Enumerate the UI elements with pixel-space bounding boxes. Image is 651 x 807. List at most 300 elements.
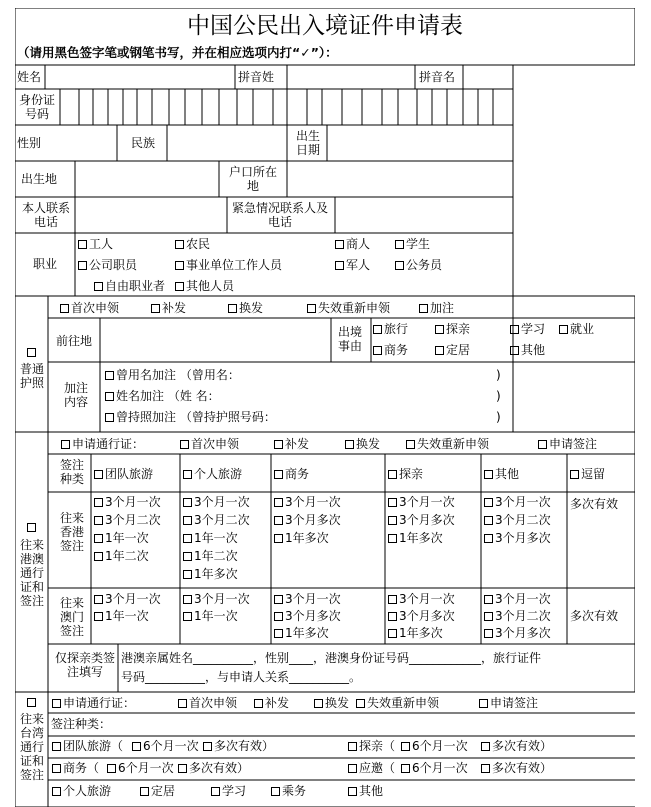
mo-family-option[interactable] — [388, 592, 455, 606]
hkmo-label-text: 往来港澳通行证和签注 — [19, 538, 44, 608]
taiwan-apply-option[interactable] — [314, 696, 349, 710]
hkmo-checkbox[interactable] — [27, 523, 36, 532]
passport-apply-option[interactable] — [60, 301, 119, 315]
six-month-option-text: 6个月一次 — [143, 739, 199, 753]
checkbox-icon[interactable] — [559, 325, 568, 334]
six-month-option[interactable] — [401, 739, 468, 753]
multi-valid-label — [570, 497, 618, 511]
mo-family-option-text: 3个月一次 — [399, 592, 455, 606]
six-month-option[interactable] — [107, 761, 174, 775]
multi-valid-option[interactable] — [178, 761, 249, 775]
multi-valid-option[interactable] — [481, 761, 552, 775]
checkbox-icon[interactable] — [183, 612, 192, 621]
checkbox-icon[interactable] — [348, 787, 357, 796]
hk-family-option-text: 1年多次 — [399, 531, 443, 545]
checkbox-icon[interactable] — [510, 346, 519, 355]
checkbox-icon[interactable] — [484, 498, 493, 507]
purpose-option-text: 学习 — [521, 322, 546, 336]
hkmo-apply-option[interactable] — [274, 437, 309, 451]
checkbox-icon[interactable] — [274, 516, 283, 525]
hk-endorse-label-text: 往来香港签注 — [59, 511, 84, 553]
hkmo-apply-option[interactable] — [345, 437, 380, 451]
checkbox-icon[interactable] — [78, 261, 87, 270]
occupation-label — [33, 257, 57, 271]
checkbox-icon[interactable] — [105, 392, 114, 401]
destination-label-text: 前往地 — [56, 334, 93, 348]
gender-label-text: 性别 — [17, 136, 42, 150]
endorse-kind-option[interactable] — [94, 467, 153, 481]
mo-business-option[interactable] — [274, 592, 341, 606]
taiwan-business-option[interactable] — [52, 761, 99, 775]
checkbox-icon[interactable] — [479, 699, 488, 708]
checkbox-icon[interactable] — [395, 240, 404, 249]
emergency-contact-label — [229, 201, 331, 229]
mo-group-option-text: 1年一次 — [105, 609, 149, 623]
checkbox-icon[interactable] — [175, 261, 184, 270]
mo-other-option-text: 3个月一次 — [495, 592, 551, 606]
purpose-label — [333, 325, 367, 353]
checkbox-icon[interactable] — [335, 261, 344, 270]
checkbox-icon[interactable] — [151, 304, 160, 313]
checkbox-icon[interactable] — [78, 240, 87, 249]
passport-checkbox[interactable] — [27, 348, 36, 357]
endorse-kind-option[interactable] — [183, 467, 242, 481]
taiwan-row3-option-text: 学习 — [222, 784, 247, 798]
purpose-label-text: 出境事由 — [337, 325, 362, 353]
hkmo-apply-option-text: 首次申领 — [191, 437, 240, 451]
endorse-kind-option-text: 逗留 — [581, 467, 606, 481]
occupation-option[interactable] — [94, 279, 165, 293]
checkbox-icon[interactable] — [94, 534, 103, 543]
checkbox-icon[interactable] — [373, 325, 382, 334]
purpose-option[interactable] — [510, 322, 545, 336]
purpose-option[interactable] — [373, 343, 408, 357]
taiwan-checkbox[interactable] — [27, 698, 36, 707]
birthplace-label — [21, 172, 57, 186]
endorse-kind-option[interactable] — [388, 467, 423, 481]
checkbox-icon[interactable] — [538, 440, 547, 449]
taiwan-group-option[interactable] — [52, 739, 123, 753]
checkbox-icon[interactable] — [388, 612, 397, 621]
checkbox-icon[interactable] — [484, 612, 493, 621]
passport-apply-option[interactable] — [151, 301, 186, 315]
household-reg-label-text: 户口所在地 — [228, 165, 277, 193]
checkbox-icon[interactable] — [388, 534, 397, 543]
endorse-content-label — [59, 381, 93, 409]
passport-label-text: 普通护照 — [19, 362, 44, 390]
checkbox-icon[interactable] — [228, 304, 237, 313]
close-paren — [496, 389, 501, 403]
checkbox-icon[interactable] — [335, 240, 344, 249]
hk-personal-option-text: 1年多次 — [194, 567, 238, 581]
hk-other-option-text: 3个月二次 — [495, 513, 551, 527]
taiwan-group-option-text: 团队旅游（ — [63, 739, 124, 753]
taiwan-row3-option[interactable] — [348, 784, 383, 798]
checkbox-icon[interactable] — [373, 346, 382, 355]
checkbox-icon[interactable] — [388, 629, 397, 638]
checkbox-icon[interactable] — [406, 440, 415, 449]
taiwan-row3-option[interactable] — [52, 784, 111, 798]
checkbox-icon[interactable] — [510, 325, 519, 334]
checkbox-icon[interactable] — [395, 261, 404, 270]
taiwan-family-option[interactable] — [348, 739, 395, 753]
gender-label — [17, 136, 41, 150]
checkbox-icon[interactable] — [203, 742, 212, 751]
checkbox-icon[interactable] — [52, 699, 61, 708]
mo-endorse-label — [55, 596, 89, 638]
passport-apply-option-text: 换发 — [239, 301, 264, 315]
checkbox-icon[interactable] — [307, 304, 316, 313]
taiwan-apply-option-text: 补发 — [265, 696, 290, 710]
hkmo-apply-option[interactable] — [61, 437, 144, 451]
taiwan-row3-option[interactable] — [271, 784, 306, 798]
checkbox-icon[interactable] — [356, 699, 365, 708]
checkbox-icon[interactable] — [140, 787, 149, 796]
occupation-option-text: 事业单位工作人员 — [186, 258, 283, 272]
taiwan-row3-option[interactable] — [140, 784, 175, 798]
checkbox-icon[interactable] — [52, 787, 61, 796]
endorse-kind-option-text: 其他 — [495, 467, 520, 481]
mo-family-option-text: 3个月多次 — [399, 609, 455, 623]
multi-valid-option-text: 多次有效） — [492, 739, 553, 753]
checkbox-icon[interactable] — [61, 440, 70, 449]
relatives-line2-text: 号码__________，与申请人关系__________。 — [121, 670, 362, 684]
endorse-option[interactable] — [105, 368, 240, 382]
checkbox-icon[interactable] — [484, 595, 493, 604]
name-label — [17, 70, 41, 84]
checkbox-icon[interactable] — [94, 470, 103, 479]
checkbox-icon[interactable] — [435, 346, 444, 355]
checkbox-icon[interactable] — [94, 498, 103, 507]
checkbox-icon[interactable] — [254, 699, 263, 708]
mo-family-option[interactable] — [388, 609, 455, 623]
multi-valid-option[interactable] — [481, 739, 552, 753]
mo-other-option[interactable] — [484, 609, 551, 623]
checkbox-icon[interactable] — [314, 699, 323, 708]
checkbox-icon[interactable] — [401, 742, 410, 751]
mo-group-option[interactable] — [94, 592, 161, 606]
endorse-option-text: 姓名加注 （姓 名： — [116, 389, 220, 403]
checkbox-icon[interactable] — [183, 534, 192, 543]
taiwan-apply-option[interactable] — [254, 696, 289, 710]
checkbox-icon[interactable] — [348, 742, 357, 751]
checkbox-icon[interactable] — [481, 764, 490, 773]
checkbox-icon[interactable] — [183, 595, 192, 604]
six-month-option-text: 6个月一次 — [412, 739, 468, 753]
occupation-option[interactable] — [175, 279, 234, 293]
taiwan-apply-option-text: 失效重新申领 — [367, 696, 440, 710]
checkbox-icon[interactable] — [484, 629, 493, 638]
occupation-option-text: 其他人员 — [186, 279, 235, 293]
occupation-option-text: 军人 — [346, 258, 371, 272]
hk-business-option[interactable] — [274, 513, 341, 527]
checkbox-icon[interactable] — [183, 552, 192, 561]
multi-valid-label-text: 多次有效 — [570, 497, 619, 511]
checkbox-icon[interactable] — [94, 282, 103, 291]
taiwan-apply-option[interactable] — [178, 696, 237, 710]
passport-apply-option-text: 加注 — [430, 301, 455, 315]
close-paren-text: ) — [496, 389, 501, 403]
mo-business-option[interactable] — [274, 626, 329, 640]
checkbox-icon[interactable] — [274, 470, 283, 479]
purpose-option-text: 定居 — [446, 343, 471, 357]
taiwan-label — [17, 712, 47, 782]
checkbox-icon[interactable] — [484, 534, 493, 543]
hk-family-option[interactable] — [388, 531, 443, 545]
endorse-option[interactable] — [105, 410, 276, 424]
occupation-option-text: 自由职业者 — [105, 279, 166, 293]
taiwan-apply-option[interactable] — [479, 696, 538, 710]
mo-family-option[interactable] — [388, 626, 443, 640]
checkbox-icon[interactable] — [274, 498, 283, 507]
multi-valid-label — [570, 609, 618, 623]
hk-business-option[interactable] — [274, 531, 329, 545]
checkbox-icon[interactable] — [388, 595, 397, 604]
hk-other-option[interactable] — [484, 513, 551, 527]
taiwan-invited-option[interactable] — [348, 761, 395, 775]
birth-date-label-text: 出生日期 — [295, 129, 320, 157]
hk-personal-option[interactable] — [183, 549, 238, 563]
checkbox-icon[interactable] — [52, 764, 61, 773]
taiwan-apply-option-text: 申请通行证： — [63, 696, 136, 710]
hk-group-option[interactable] — [94, 495, 161, 509]
six-month-option[interactable] — [401, 761, 468, 775]
endorse-kind-option[interactable] — [484, 467, 519, 481]
mo-business-option[interactable] — [274, 609, 341, 623]
hk-business-option-text: 3个月多次 — [285, 513, 341, 527]
checkbox-icon[interactable] — [388, 498, 397, 507]
hk-personal-option[interactable] — [183, 495, 250, 509]
hk-personal-option[interactable] — [183, 567, 238, 581]
relatives-line2 — [121, 670, 361, 684]
occupation-option[interactable] — [175, 237, 210, 251]
hkmo-apply-option-text: 申请通行证： — [72, 437, 145, 451]
hk-group-option-text: 3个月一次 — [105, 495, 161, 509]
mo-business-option-text: 3个月多次 — [285, 609, 341, 623]
mo-other-option[interactable] — [484, 592, 551, 606]
passport-label — [17, 362, 47, 390]
checkbox-icon[interactable] — [178, 764, 187, 773]
hk-group-option-text: 1年一次 — [105, 531, 149, 545]
hk-group-option[interactable] — [94, 513, 161, 527]
birth-date-label — [293, 129, 323, 157]
taiwan-apply-option-text: 首次申领 — [189, 696, 238, 710]
checkbox-icon[interactable] — [94, 552, 103, 561]
checkbox-icon[interactable] — [274, 612, 283, 621]
hk-group-option[interactable] — [94, 531, 149, 545]
hkmo-apply-option-text: 失效重新申领 — [417, 437, 490, 451]
checkbox-icon[interactable] — [348, 764, 357, 773]
purpose-option[interactable] — [510, 343, 545, 357]
checkbox-icon[interactable] — [183, 516, 192, 525]
hk-personal-option[interactable] — [183, 513, 250, 527]
hk-other-option-text: 3个月多次 — [495, 531, 551, 545]
purpose-option-text: 旅行 — [384, 322, 409, 336]
checkbox-icon[interactable] — [211, 787, 220, 796]
six-month-option[interactable] — [132, 739, 199, 753]
checkbox-icon[interactable] — [435, 325, 444, 334]
multi-valid-option[interactable] — [203, 739, 274, 753]
relatives-line1-text: 港澳亲属姓名__________，性别____，港澳身份证号码____________，旅行证件 — [121, 651, 542, 665]
occupation-option-text: 公务员 — [406, 258, 443, 272]
mo-personal-option-text: 3个月一次 — [194, 592, 250, 606]
checkbox-icon[interactable] — [345, 440, 354, 449]
relatives-line1 — [121, 651, 541, 665]
hk-business-option-text: 1年多次 — [285, 531, 329, 545]
mo-group-option[interactable] — [94, 609, 149, 623]
checkbox-icon[interactable] — [274, 440, 283, 449]
endorse-option[interactable] — [105, 389, 220, 403]
taiwan-apply-option[interactable] — [52, 696, 135, 710]
checkbox-icon[interactable] — [94, 612, 103, 621]
purpose-option[interactable] — [559, 322, 594, 336]
id-number-label — [17, 93, 57, 121]
occupation-option[interactable] — [78, 258, 137, 272]
checkbox-icon[interactable] — [570, 470, 579, 479]
form-title: 中国公民出入境证件申请表 — [187, 13, 463, 39]
taiwan-row3-option[interactable] — [211, 784, 246, 798]
mo-other-option-text: 3个月多次 — [495, 626, 551, 640]
checkbox-icon[interactable] — [105, 371, 114, 380]
hk-other-option[interactable] — [484, 531, 551, 545]
hk-personal-option[interactable] — [183, 531, 238, 545]
occupation-option-text: 商人 — [346, 237, 371, 251]
passport-apply-option[interactable] — [228, 301, 263, 315]
checkbox-icon[interactable] — [183, 570, 192, 579]
endorse-kind-option-text: 商务 — [285, 467, 310, 481]
id-number-label-text: 身份证号码 — [18, 93, 55, 121]
mo-endorse-label-text: 往来澳门签注 — [59, 596, 84, 638]
relatives-label — [55, 651, 115, 679]
checkbox-icon[interactable] — [60, 304, 69, 313]
passport-apply-option[interactable] — [419, 301, 454, 315]
checkbox-icon[interactable] — [180, 440, 189, 449]
checkbox-icon[interactable] — [94, 595, 103, 604]
checkbox-icon[interactable] — [274, 534, 283, 543]
purpose-option-text: 商务 — [384, 343, 409, 357]
endorse-kind-option[interactable] — [274, 467, 309, 481]
checkbox-icon[interactable] — [484, 470, 493, 479]
checkbox-icon[interactable] — [271, 787, 280, 796]
hk-business-option[interactable] — [274, 495, 341, 509]
checkbox-icon[interactable] — [388, 470, 397, 479]
hkmo-apply-option[interactable] — [538, 437, 597, 451]
taiwan-kind-label-text: 签注种类： — [51, 717, 112, 731]
checkbox-icon[interactable] — [105, 413, 114, 422]
taiwan-invited-option-text: 应邀（ — [359, 761, 396, 775]
occupation-option[interactable] — [335, 258, 370, 272]
hk-family-option-text: 3个月一次 — [399, 495, 455, 509]
hk-personal-option-text: 1年二次 — [194, 549, 238, 563]
checkbox-icon[interactable] — [132, 742, 141, 751]
checkbox-icon[interactable] — [175, 240, 184, 249]
multi-valid-option-text: 多次有效） — [214, 739, 275, 753]
taiwan-kind-label — [51, 717, 111, 731]
hkmo-label — [17, 538, 47, 608]
checkbox-icon[interactable] — [94, 516, 103, 525]
endorse-content-label-text: 加注内容 — [63, 381, 88, 409]
mo-other-option-text: 3个月二次 — [495, 609, 551, 623]
checkbox-icon[interactable] — [481, 742, 490, 751]
checkbox-icon[interactable] — [183, 470, 192, 479]
purpose-option[interactable] — [435, 343, 470, 357]
hk-family-option[interactable] — [388, 495, 455, 509]
taiwan-apply-option-text: 申请签注 — [490, 696, 539, 710]
hk-endorse-label — [55, 511, 89, 553]
application-form — [15, 8, 635, 807]
mo-family-option-text: 1年多次 — [399, 626, 443, 640]
taiwan-row3-option-text: 乘务 — [282, 784, 307, 798]
passport-apply-option-text: 失效重新申领 — [318, 301, 391, 315]
checkbox-icon[interactable] — [183, 498, 192, 507]
checkbox-icon[interactable] — [274, 629, 283, 638]
checkbox-icon[interactable] — [178, 699, 187, 708]
purpose-option-text: 其他 — [521, 343, 546, 357]
passport-apply-option[interactable] — [307, 301, 390, 315]
hk-personal-option-text: 3个月二次 — [194, 513, 250, 527]
multi-valid-option-text: 多次有效） — [492, 761, 553, 775]
taiwan-row3-option-text: 个人旅游 — [63, 784, 112, 798]
multi-valid-label-text: 多次有效 — [570, 609, 619, 623]
purpose-option[interactable] — [373, 322, 408, 336]
endorse-kind-option[interactable] — [570, 467, 605, 481]
mo-personal-option[interactable] — [183, 592, 250, 606]
mo-other-option[interactable] — [484, 626, 551, 640]
mo-personal-option[interactable] — [183, 609, 238, 623]
occupation-option[interactable] — [335, 237, 370, 251]
mo-business-option-text: 3个月一次 — [285, 592, 341, 606]
hk-family-option[interactable] — [388, 513, 455, 527]
hk-group-option[interactable] — [94, 549, 149, 563]
destination-label — [56, 334, 92, 348]
hkmo-apply-option[interactable] — [180, 437, 239, 451]
taiwan-apply-option[interactable] — [356, 696, 439, 710]
passport-apply-option-text: 首次申领 — [71, 301, 120, 315]
close-paren-text: ) — [496, 410, 501, 424]
occupation-option[interactable] — [395, 258, 442, 272]
close-paren-text: ) — [496, 368, 501, 382]
mo-personal-option-text: 1年一次 — [194, 609, 238, 623]
hkmo-apply-option[interactable] — [406, 437, 489, 451]
checkbox-icon[interactable] — [419, 304, 428, 313]
occupation-option[interactable] — [175, 258, 282, 272]
checkbox-icon[interactable] — [274, 595, 283, 604]
checkbox-icon[interactable] — [175, 282, 184, 291]
occupation-option[interactable] — [78, 237, 113, 251]
taiwan-apply-option-text: 换发 — [325, 696, 350, 710]
endorse-option-text: 曾用名加注 （曾用名： — [116, 368, 240, 382]
taiwan-label-text: 往来台湾通行证和签注 — [19, 712, 44, 782]
purpose-option[interactable] — [435, 322, 470, 336]
taiwan-row3-option-text: 其他 — [359, 784, 384, 798]
emergency-contact-label-text: 紧急情况联系人及电话 — [231, 201, 328, 229]
checkbox-icon[interactable] — [484, 516, 493, 525]
birthplace-label-text: 出生地 — [21, 172, 58, 186]
passport-apply-option-text: 补发 — [162, 301, 187, 315]
occupation-option[interactable] — [395, 237, 430, 251]
pinyin-given-label-text: 拼音名 — [419, 70, 456, 84]
checkbox-icon[interactable] — [388, 516, 397, 525]
checkbox-icon[interactable] — [107, 764, 116, 773]
endorse-kind-label-text: 签注种类 — [59, 458, 84, 486]
hk-group-option-text: 1年二次 — [105, 549, 149, 563]
relatives-label-text: 仅探亲类签注填写 — [55, 651, 116, 679]
checkbox-icon[interactable] — [401, 764, 410, 773]
multi-valid-option-text: 多次有效） — [189, 761, 250, 775]
checkbox-icon[interactable] — [52, 742, 61, 751]
close-paren — [496, 410, 501, 424]
hk-other-option[interactable] — [484, 495, 551, 509]
